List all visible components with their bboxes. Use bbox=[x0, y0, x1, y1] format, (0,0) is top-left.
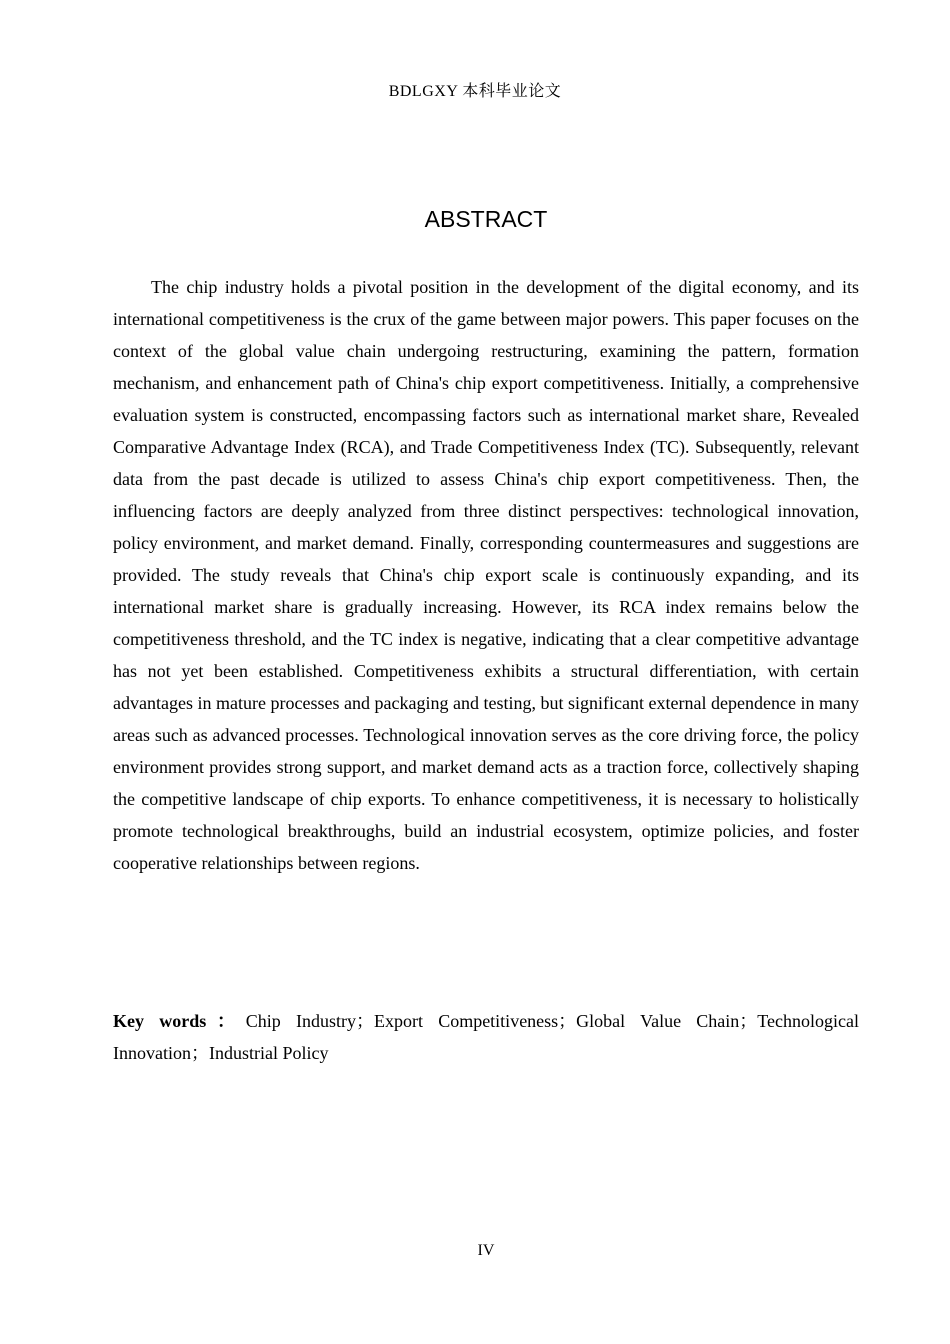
keywords-label: Key words： bbox=[113, 1011, 246, 1031]
keywords-paragraph bbox=[113, 1005, 859, 1069]
abstract-body: The chip industry holds a pivotal position in the development of the digital economy, and its international competitiveness is the crux of the game between major powers. This paper focuses on the context of the global value chain undergoing restructuring, examining the pattern, formation mechanism, and enhancement path of China's chip export competitiveness. Initially, a comprehensive evaluation system is constructed, encompassing factors such as international market share, Revealed Comparative Advantage Index (RCA), and Trade Competitiveness Index (TC). Subsequently, relevant data from the past decade is utilized to assess China's chip export competitiveness. Then, the influencing factors are deeply analyzed from three distinct perspectives: technological innovation, policy environment, and market demand. Finally, corresponding countermeasures and suggestions are provided. The study reveals that China's chip export scale is continuously expanding, and its international market share is gradually increasing. However, its RCA index remains below the competitiveness threshold, and the TC index is negative, indicating that a clear competitive advantage has not yet been established. Competitiveness exhibits a structural differentiation, with certain advantages in mature processes and packaging and testing, but significant external dependence in many areas such as advanced processes. Technological innovation serves as the core driving force, the policy environment provides strong support, and market demand acts as a traction force, collectively shaping the competitive landscape of chip exports. To enhance competitiveness, it is necessary to holistically promote technological breakthroughs, build an industrial ecosystem, optimize policies, and foster cooperative relationships between regions. bbox=[113, 277, 859, 873]
page-number: IV bbox=[477, 1242, 495, 1259]
running-header: BDLGXY 本科毕业论文 bbox=[388, 83, 562, 100]
abstract-title: ABSTRACT bbox=[424, 206, 548, 232]
keywords-text: Chip Industry；Export Competitiveness；Global Value Chain；Technological Innovation；Industrial Policy bbox=[113, 1011, 859, 1063]
